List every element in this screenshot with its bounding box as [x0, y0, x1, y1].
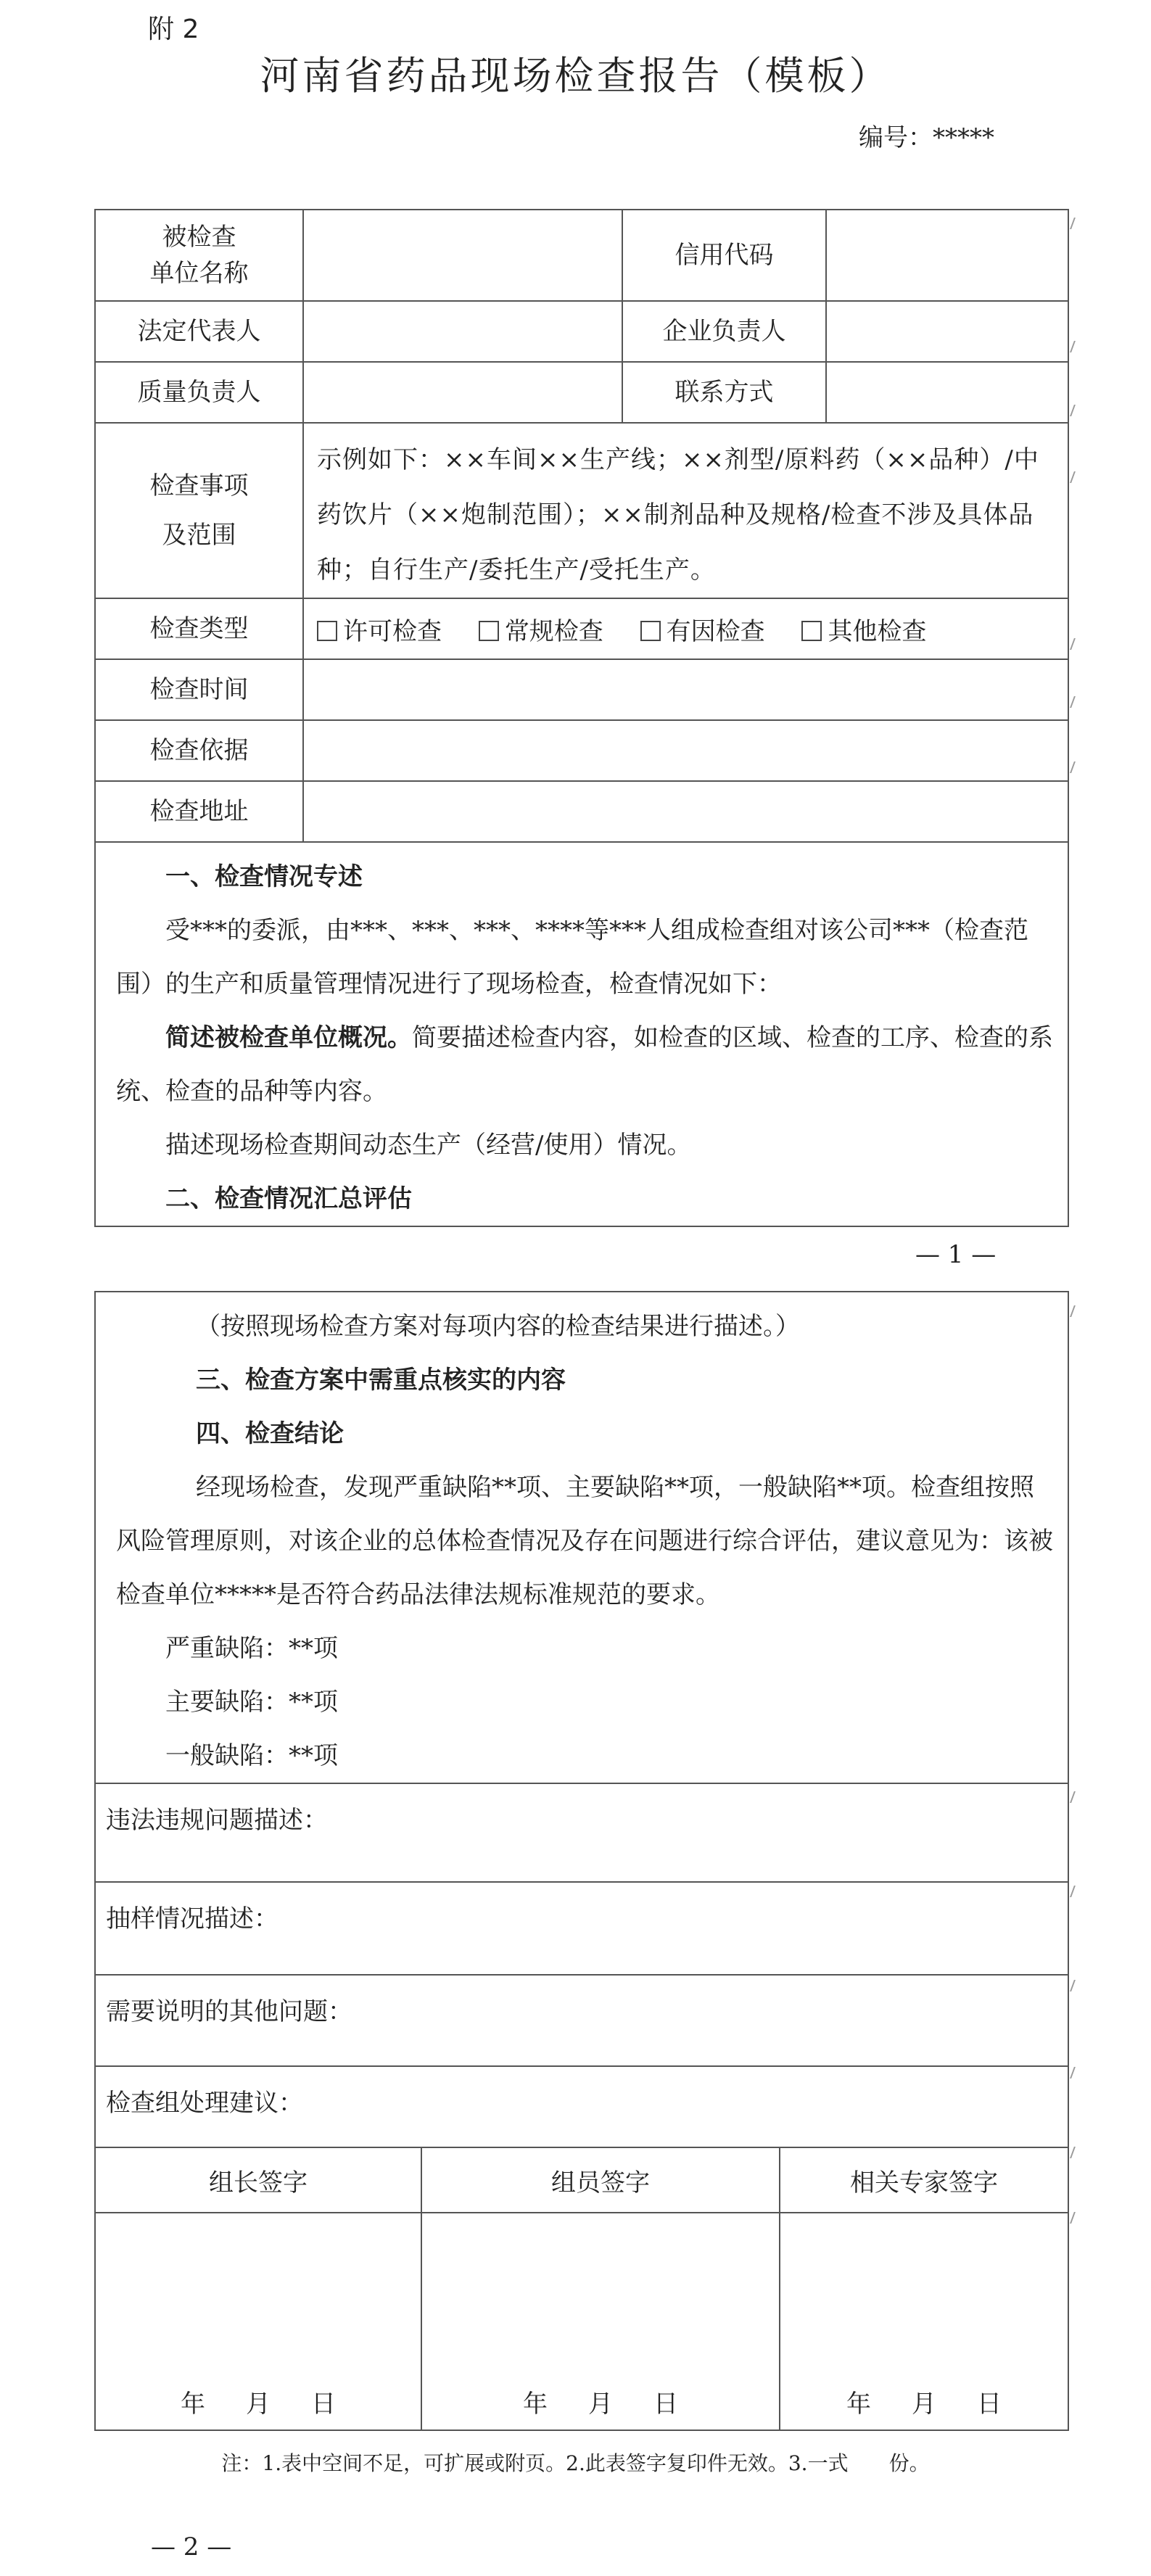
legal-rep-value[interactable] [303, 301, 622, 362]
type-label: 检查类型 [95, 598, 303, 659]
narrative-section-1 [95, 842, 1068, 1226]
basis-value[interactable] [303, 720, 1068, 781]
checkbox-icon [801, 621, 822, 641]
footnote: 注：1.表中空间不足，可扩展或附页。2.此表签字复印件无效。3.一式 份。 [221, 2451, 930, 2475]
sampling-section[interactable]: 抽样情况描述： [95, 1882, 1068, 1975]
narrative-paragraph: 描述现场检查期间动态生产（经营/使用）情况。 [165, 1131, 692, 1160]
contact-label: 联系方式 [622, 362, 826, 423]
bold-lead: 简述被检查单位概况。 [165, 1023, 412, 1052]
contact-value[interactable] [826, 362, 1068, 423]
narrative-paragraph: 经现场检查，发现严重缺陷**项、主要缺陷**项，一般缺陷**项。检查组按照风险管理原则，对该企业的总体检查情况及存在问题进行综合评估，建议意见为：该被检查单位*****是否符合药品法律法规标准规范的要求。 [116, 1473, 1053, 1609]
attachment-label: 附 2 [148, 15, 199, 44]
narrative-section-2 [95, 1292, 1068, 1783]
type-option-permit[interactable]: 许可检查 [317, 617, 442, 646]
scope-label: 检查事项 及范围 [95, 423, 303, 598]
violations-section[interactable]: 违法违规问题描述： [95, 1783, 1068, 1882]
member-signature-box[interactable]: 年 月 日 [421, 2213, 780, 2430]
leader-signature-box[interactable]: 年 月 日 [95, 2213, 421, 2430]
page-number: — 1 — [915, 1240, 997, 1269]
unit-name-value[interactable] [303, 210, 622, 301]
quality-head-value[interactable] [303, 362, 622, 423]
page-title: 河南省药品现场检查报告（模板） [260, 53, 891, 99]
credit-code-label: 信用代码 [622, 210, 826, 301]
expert-signature-label: 相关专家签字 [780, 2147, 1068, 2213]
checkbox-icon [640, 621, 661, 641]
heading-key-items: 三、检查方案中需重点核实的内容 [196, 1366, 566, 1395]
defect-major: 主要缺陷：**项 [165, 1688, 338, 1717]
checkbox-icon [479, 621, 499, 641]
defect-general: 一般缺陷：**项 [165, 1741, 338, 1770]
credit-code-value[interactable] [826, 210, 1068, 301]
time-value[interactable] [303, 659, 1068, 720]
page-number: — 2 — [151, 2532, 232, 2561]
narrative-text: 简要描述检查内容，如检查的区域、检查的工序、检查的系统、检查的品种等内容。 [116, 1023, 1053, 1106]
narrative-paragraph: （按照现场检查方案对每项内容的检查结果进行描述。） [196, 1312, 800, 1341]
document-number: 编号：***** [859, 123, 994, 152]
conclusion-table [94, 1291, 1069, 2431]
member-signature-label: 组员签字 [421, 2147, 780, 2213]
defect-serious: 严重缺陷：**项 [165, 1634, 338, 1663]
info-table [94, 209, 1069, 1227]
address-label: 检查地址 [95, 781, 303, 842]
narrative-paragraph [116, 1011, 1057, 1118]
enterprise-head-label: 企业负责人 [622, 301, 826, 362]
heading-inspection-details: 一、检查情况专述 [165, 862, 363, 891]
heading-conclusion: 四、检查结论 [196, 1419, 344, 1448]
type-option-cause[interactable]: 有因检查 [640, 617, 765, 646]
narrative-paragraph: 受***的委派，由***、***、***、****等***人组成检查组对该公司***（检查范围）的生产和质量管理情况进行了现场检查，检查情况如下： [116, 916, 1028, 999]
leader-signature-label: 组长签字 [95, 2147, 421, 2213]
quality-head-label: 质量负责人 [95, 362, 303, 423]
address-value[interactable] [303, 781, 1068, 842]
time-label: 检查时间 [95, 659, 303, 720]
scope-text: 示例如下：××车间××生产线；××剂型/原料药（××品种）/中药饮片（××炮制范围）；××制剂品种及规格/检查不涉及具体品种；自行生产/委托生产/受托生产。 [303, 423, 1068, 598]
other-issues-section[interactable]: 需要说明的其他问题： [95, 1975, 1068, 2066]
type-option-routine[interactable]: 常规检查 [479, 617, 603, 646]
checkbox-icon [317, 621, 337, 641]
suggestion-section[interactable]: 检查组处理建议： [95, 2066, 1068, 2147]
enterprise-head-value[interactable] [826, 301, 1068, 362]
expert-signature-box[interactable]: 年 月 日 [780, 2213, 1068, 2430]
heading-summary: 二、检查情况汇总评估 [165, 1184, 412, 1213]
legal-rep-label: 法定代表人 [95, 301, 303, 362]
type-option-other[interactable]: 其他检查 [801, 617, 926, 646]
type-options [303, 598, 1068, 659]
unit-name-label: 被检查 单位名称 [95, 210, 303, 301]
basis-label: 检查依据 [95, 720, 303, 781]
